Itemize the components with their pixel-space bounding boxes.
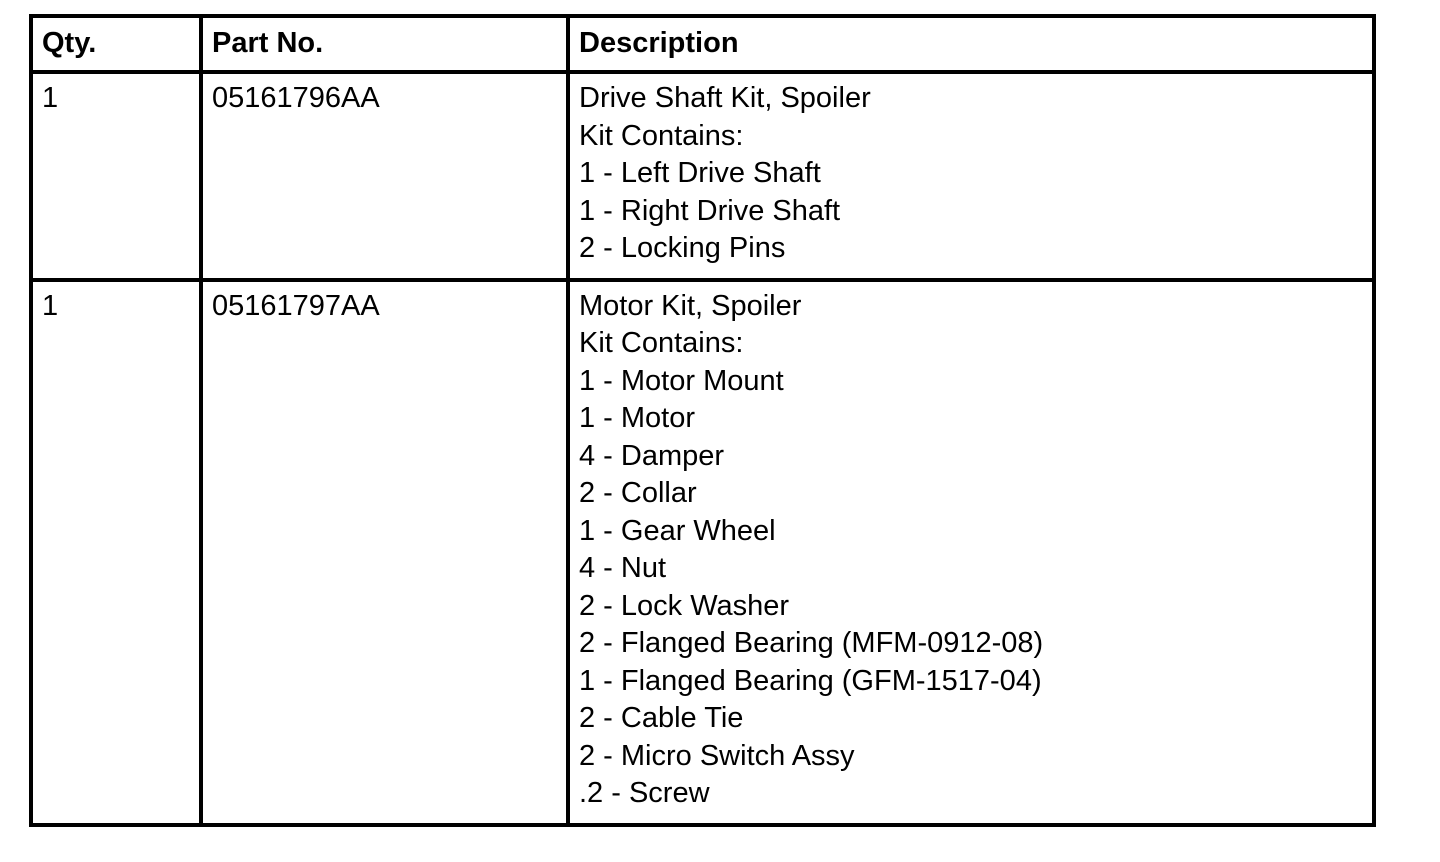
description-line: Kit Contains: bbox=[579, 327, 744, 359]
table-header-row bbox=[31, 16, 1374, 72]
cell-description bbox=[568, 72, 1374, 280]
description-line: 1 - Motor Mount bbox=[579, 364, 784, 397]
header-description: Description bbox=[568, 16, 1374, 72]
description-line: 1 - Gear Wheel bbox=[579, 514, 776, 547]
description-line: 1 - Flanged Bearing (GFM-1517-04) bbox=[579, 664, 1042, 697]
description-line: 2 - Micro Switch Assy bbox=[579, 739, 855, 772]
description-line: 1 - Right Drive Shaft bbox=[579, 194, 841, 227]
description-line: 2 - Flanged Bearing (MFM-0912-08) bbox=[579, 627, 1044, 659]
cell-part-no: 05161797AA bbox=[201, 280, 568, 825]
description-line: 1 - Motor bbox=[579, 402, 696, 434]
description-line: .2 - Screw bbox=[579, 777, 710, 809]
table-body bbox=[31, 72, 1374, 825]
description-line: 2 - Lock Washer bbox=[579, 589, 790, 622]
cell-description bbox=[568, 280, 1374, 825]
description-line: Drive Shaft Kit, Spoiler bbox=[579, 82, 871, 114]
cell-part-no: 05161796AA bbox=[201, 72, 568, 280]
parts-table bbox=[29, 14, 1376, 827]
description-line: 2 - Cable Tie bbox=[579, 702, 744, 734]
description-line: 2 - Locking Pins bbox=[579, 232, 786, 264]
cell-qty: 1 bbox=[31, 280, 201, 825]
description-line: Kit Contains: bbox=[579, 119, 744, 152]
description-line: 4 - Nut bbox=[579, 552, 667, 584]
description-line: 2 - Collar bbox=[579, 477, 697, 509]
description-line: 4 - Damper bbox=[579, 439, 725, 472]
table-row bbox=[31, 280, 1374, 825]
header-qty: Qty. bbox=[31, 16, 201, 72]
description-line: Motor Kit, Spoiler bbox=[579, 289, 802, 322]
table-row bbox=[31, 72, 1374, 280]
header-part-no: Part No. bbox=[201, 16, 568, 72]
description-line: 1 - Left Drive Shaft bbox=[579, 157, 821, 189]
cell-qty: 1 bbox=[31, 72, 201, 280]
